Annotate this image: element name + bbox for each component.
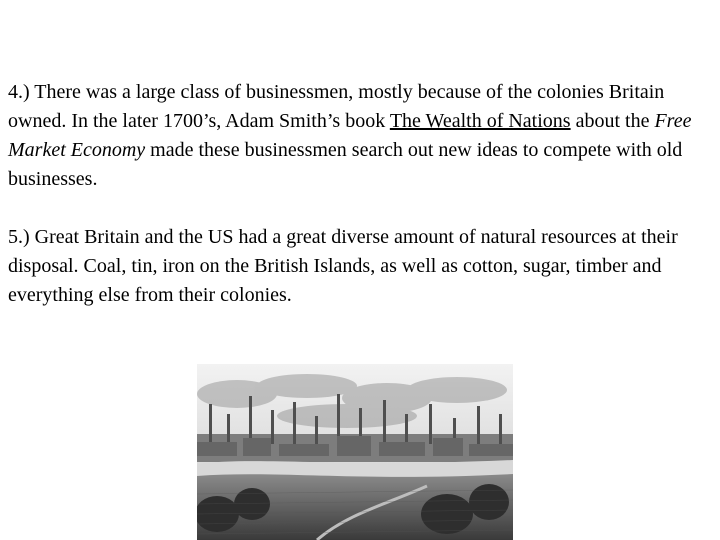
engraving-illustration (197, 364, 513, 540)
free-market-economy-emphasis: Free Market Economy (8, 110, 692, 161)
paragraph-4-middle: about the (570, 110, 655, 132)
paragraph-5-text: 5.) Great Britain and the US had a great diverse amount of natural resources at their disposal. Coal, tin, iron on the British Islands, as well as cotton, sugar, timber and everything else from their colonies. (8, 226, 678, 306)
book-title: The Wealth of Nations (389, 110, 571, 132)
paragraph-4-suffix: made these businessmen search out new ideas to compete with old businesses. (8, 139, 683, 190)
paragraph-5 (8, 223, 708, 310)
paragraph-4-prefix: 4.) There was a large class of businessmen, mostly because of the colonies Britain owned. In the later 1700’s, Adam Smith’s book (8, 81, 665, 132)
industrial-city-engraving-image (197, 364, 513, 540)
paragraph-4 (8, 78, 708, 194)
